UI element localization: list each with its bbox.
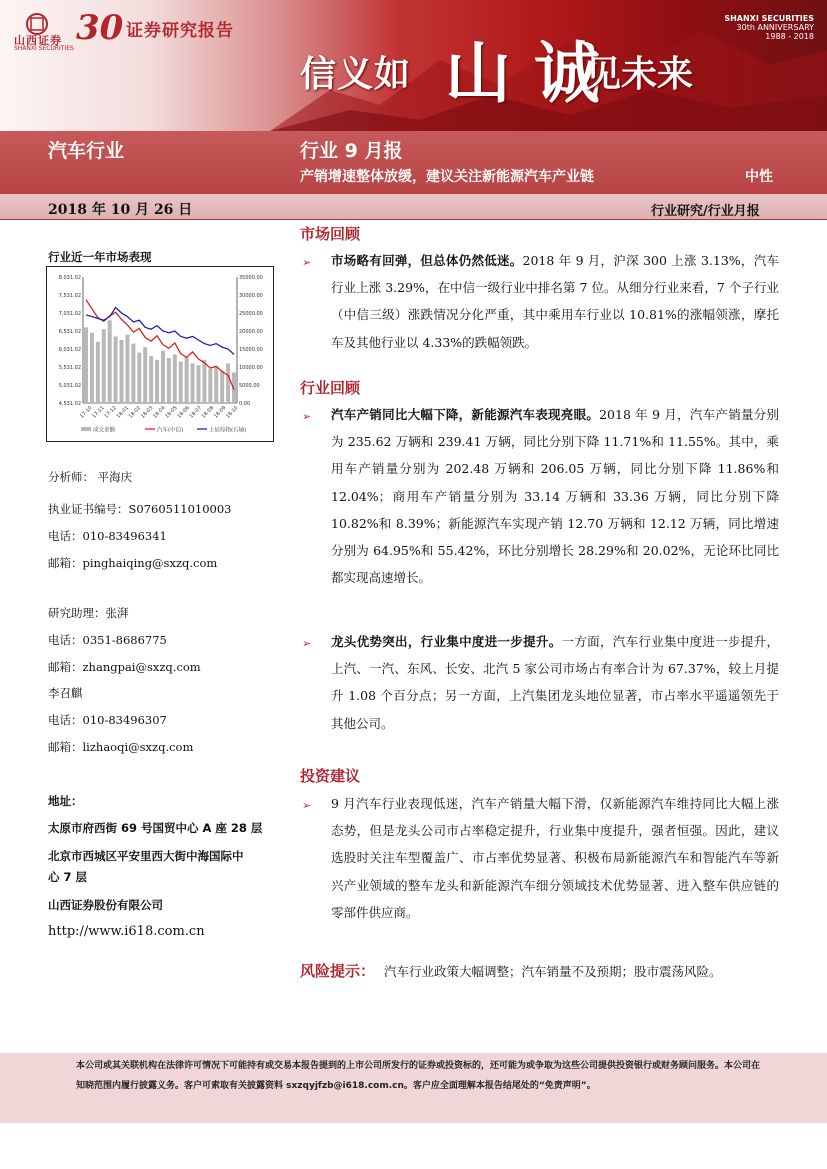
contact-line: 李召麒 [48,686,83,700]
chart-x-tick-label: 18-09 [212,405,228,420]
chart-bar [208,369,212,403]
chart-right-tick-label: 0.00 [239,401,251,407]
chart-bar [196,365,200,403]
section-title-industry-review: 行业回顾 [300,379,361,397]
chart-right-tick-label: 35000.00 [239,275,263,281]
chart-x-tick-label: 18-06 [176,405,191,420]
legend-swatch [81,427,91,431]
bullet-arrow-icon: ➢ [302,799,312,812]
contact-line: 心 7 层 [48,870,88,884]
contact-line: 山西证券股份有限公司 [48,898,163,912]
chart-bar [214,367,218,403]
slogan-part-2: 山 诚 [445,34,600,112]
market-review-lead: 市场略有回弹，但总体仍然低迷。 [331,253,523,268]
anniversary-line-3: 1988 - 2018 [765,32,814,41]
section-title-investment-advice: 投资建议 [300,767,361,785]
chart-left-tick-label: 7,031.02 [58,311,81,317]
anniversary-30-logo: 30 [76,8,124,48]
chart-left-tick-label: 5,531.02 [58,365,81,371]
report-series-title: 证券研究报告 [126,21,234,41]
chart-bar [220,371,224,403]
chart-right-tick-label: 20000.00 [239,329,263,335]
industry-review-paragraph-2 [331,628,779,737]
chart-bar [108,320,112,403]
investment-advice-paragraph: 9 月汽车行业表现低迷，汽车产销量大幅下滑，仅新能源汽车维持同比大幅上涨态势，但是龙头公司市占率稳定提升，行业集中度提升，强者恒强。因此，建议选股时关注车型覆盖广、市占率优势显著、积极布局新能源汽车和智能汽车等新兴产业领域的整车龙头和新能源汽车细分领域技术优势显著、进入整车供应链的零部件供应商。 [331,796,779,920]
legend-label: 上证综指(右轴) [209,427,247,434]
market-review-paragraph [331,247,779,356]
chart-bar [167,358,171,403]
bullet-arrow-icon: ➢ [302,637,312,650]
market-performance-chart [46,266,274,442]
chart-x-tick-label: 18-04 [152,405,167,420]
chart-title: 行业近一年市场表现 [48,250,152,264]
chart-bar [185,357,189,403]
chart-right-tick-label: 30000.00 [239,293,263,299]
industry-review-body-1: 2018 年 9 月，汽车产销量分别为 235.62 万辆和 239.41 万辆，同比分别下降 11.71%和 11.55%。其中，乘用车产销量分别为 202.48 万辆和 206.05 万辆，同比分别下降 11.86%和 12.04%；商用车产销量分别为 33.14 万辆和 33.36 万辆，同比分别下降 10.82%和 8.39%；新能源汽车实现产销 12.70 万辆和 12.12 万辆，同比增速分别为 64.95%和 55.42%，环比分别增长 28.29%和 20.02%，无论环比同比都实现高速增长。 [331,407,779,586]
contact-line: 分析师： 平海庆 [48,470,133,484]
anniversary-line-1: SHANXI SECURITIES [724,14,814,23]
industry-review-lead-2: 龙头优势突出，行业集中度进一步提升。 [331,634,562,649]
industry-rating: 中性 [745,169,773,185]
report-type: 行业 9 月报 [300,140,403,162]
chart-x-tick-label: 17-12 [103,405,118,420]
chart-x-tick-label: 18-02 [127,405,143,420]
chart-bar [149,356,153,403]
chart-left-tick-label: 7,531.02 [58,293,81,299]
chart-bar [125,335,129,403]
contact-line: 地址： [48,794,83,808]
chart-left-tick-label: 8,031.02 [58,275,81,281]
contact-line: 电话：0351-8686775 [48,633,167,647]
contact-line: 执业证书编号：S0760511010003 [48,502,232,516]
risk-warning-label: 风险提示： [300,962,376,980]
chart-x-tick-label: 18-05 [164,405,179,420]
chart-bar [96,342,100,403]
industry-name: 汽车行业 [48,140,125,162]
contact-line[interactable]: http://www.i618.com.cn [48,924,205,939]
chart-bar [84,327,88,403]
chart-right-tick-label: 5000.00 [239,383,260,389]
industry-review-lead-1: 汽车产销同比大幅下降，新能源汽车表现亮眼。 [331,407,600,422]
bullet-arrow-icon: ➢ [302,256,312,269]
industry-review-body-2: 一方面，汽车行业集中度进一步提升，上汽、一汽、东风、长安、北汽 5 家公司市场占有率合计为 67.37%，较上月提升 1.08 个百分点；另一方面，上汽集团龙头地位显著，市占率水平遥遥领先于其他公司。 [331,634,779,731]
risk-warning-text: 汽车行业政策大幅调整；汽车销量不及预期；股市震荡风险。 [384,964,722,979]
chart-bar [90,333,94,403]
contact-line: 邮箱：lizhaoqi@sxzq.com [48,740,194,754]
contact-line: 研究助理：张湃 [48,606,129,620]
chart-bar [179,362,183,403]
slogan-part-1: 信义如 [300,53,412,95]
contact-line: 邮箱：pinghaiqing@sxzq.com [48,556,218,570]
chart-x-tick-label: 18-10 [225,405,240,420]
chart-x-tick-label: 18-01 [115,405,131,420]
chart-bar [202,360,206,403]
slogan-part-3: 见未来 [585,53,694,95]
chart-svg [47,267,273,441]
chart-x-tick-label: 18-07 [188,405,204,420]
chart-right-tick-label: 10000.00 [239,365,263,371]
section-title-market-review: 市场回顾 [300,225,361,243]
chart-bar [143,347,147,403]
report-date: 2018 年 10 月 26 日 [48,202,193,218]
bullet-arrow-icon: ➢ [302,410,312,423]
chart-left-tick-label: 6,531.02 [58,329,81,335]
contact-line: 邮箱：zhangpai@sxzq.com [48,660,201,674]
chart-bar [102,329,106,403]
footer-disclaimer: 本公司或其关联机构在法律许可情况下可能持有或交易本报告提到的上市公司所发行的证券或投资标的，还可能为或争取为这些公司提供投资银行或财务顾问服务。本公司在知晓范围内履行披露义务。客户可索取有关披露资料 sxzqyjfzb@i618.com.cn。客户应全面理解本报告结尾处的“免责声明”。 [76,1061,761,1091]
chart-x-tick-label: 18-08 [200,405,216,420]
report-category: 行业研究/行业月报 [651,204,760,219]
chart-bar [226,363,230,403]
chart-left-tick-label: 4,531.02 [58,401,81,407]
contact-line: 太原市府西街 69 号国贸中心 A 座 28 层 [48,821,263,835]
chart-bar [131,344,135,403]
legend-label: 汽车(中信) [157,427,184,434]
legend-label: 成交金额 [93,427,116,434]
chart-bar [137,353,141,403]
chart-left-tick-label: 5,031.02 [58,383,81,389]
chart-bar [114,336,118,403]
top-banner [0,0,827,131]
contact-line: 北京市西城区平安里西大街中海国际中 [48,849,244,863]
report-headline: 产销增速整体放缓，建议关注新能源汽车产业链 [300,169,594,185]
chart-bar [173,354,177,403]
anniversary-badge [698,14,814,41]
industry-review-paragraph-1 [331,401,779,591]
contact-line: 电话：010-83496341 [48,529,167,543]
contact-line: 电话：010-83496307 [48,713,167,727]
chart-left-tick-label: 6,031.02 [58,347,81,353]
market-review-body: 2018 年 9 月，沪深 300 上涨 3.13%，汽车行业上涨 3.29%，在中信一级行业中排名第 7 位。从细分行业来看，7 个子行业（中信三级）涨跌情况分化严重，其中乘用车行业以 10.81%的涨幅领涨，摩托车及其他行业以 4.33%的跌幅领跌。 [331,253,779,350]
chart-x-tick-label: 18-03 [139,405,155,420]
chart-bar [191,363,195,403]
chart-bar [155,360,159,403]
anniversary-line-2: 30th ANNIVERSARY [736,23,814,32]
chart-x-tick-label: 17-11 [91,405,106,420]
logo-text-cn: 山西证券 [14,34,62,47]
chart-right-tick-label: 15000.00 [239,347,263,353]
chart-x-tick-label: 17-10 [79,405,94,420]
chart-bar [161,351,165,403]
chart-bar [120,340,124,403]
chart-right-tick-label: 25000.00 [239,311,263,317]
logo-text-en: SHANXI SECURITIES [14,45,74,52]
